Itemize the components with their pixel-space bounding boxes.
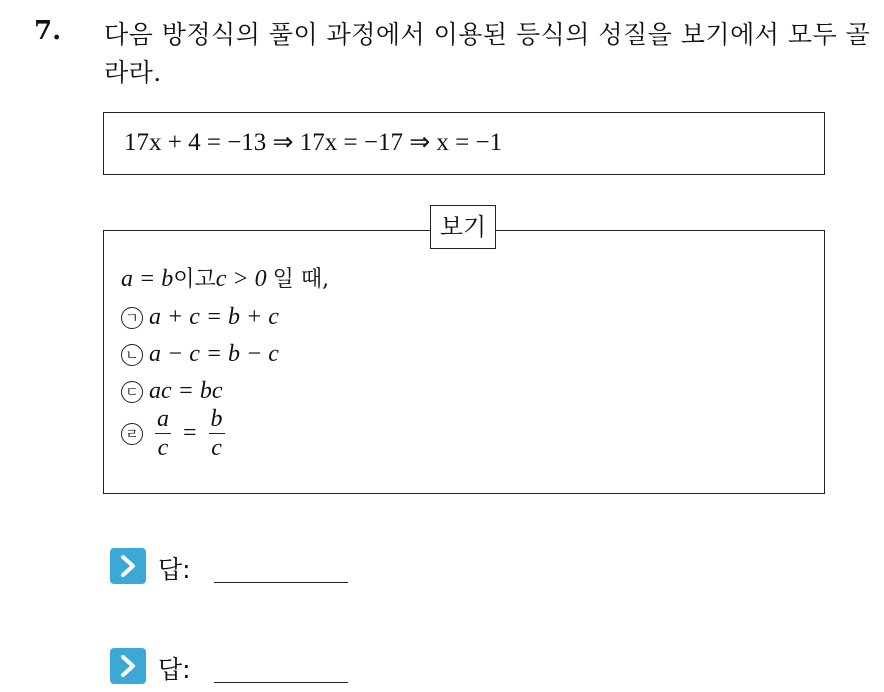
item-expr: ac = bc <box>149 378 223 404</box>
fraction-left-den: c <box>157 435 169 461</box>
circled-marker: ㄴ <box>121 344 143 366</box>
circled-marker: ㄱ <box>121 307 143 329</box>
bogi-item-1 <box>121 304 279 331</box>
circled-marker: ㄹ <box>121 423 143 445</box>
bogi-item-3 <box>121 378 223 405</box>
circled-marker: ㄷ <box>121 381 143 403</box>
answer-label: 답: <box>158 655 191 684</box>
chevron-right-icon <box>110 548 146 584</box>
fraction-right-num: b <box>210 406 223 432</box>
question-text: 다음 방정식의 풀이 과정에서 이용된 등식의 성질을 보기에서 모두 골라라. <box>104 20 871 87</box>
fraction-left-num: a <box>157 406 169 432</box>
bogi-item-2 <box>121 341 279 368</box>
answer-blank[interactable] <box>214 682 348 683</box>
equation-text: 17x + 4 = −13 ⇒ 17x = −17 ⇒ x = −1 <box>124 129 503 156</box>
equation-box <box>103 112 825 175</box>
bogi-label: 보기 <box>430 205 496 249</box>
condition-kr2: 일 때, <box>272 267 330 292</box>
condition-kr: 이고 <box>173 267 216 292</box>
condition-math: a = b <box>121 266 174 292</box>
condition-math2: c > 0 <box>215 266 267 292</box>
answer-label: 답: <box>158 555 191 584</box>
equals-sign: = <box>183 420 197 446</box>
fraction-right-den: c <box>211 435 222 461</box>
item-expr: a + c = b + c <box>149 304 279 330</box>
fraction-right <box>209 405 225 462</box>
item-expr: a − c = b − c <box>149 341 279 367</box>
chevron-right-icon <box>110 648 146 684</box>
bogi-item-4 <box>121 405 225 462</box>
answer-blank[interactable] <box>214 582 348 583</box>
question-number: 7. <box>34 16 62 46</box>
bogi-condition <box>121 262 329 293</box>
fraction-left <box>155 405 171 462</box>
